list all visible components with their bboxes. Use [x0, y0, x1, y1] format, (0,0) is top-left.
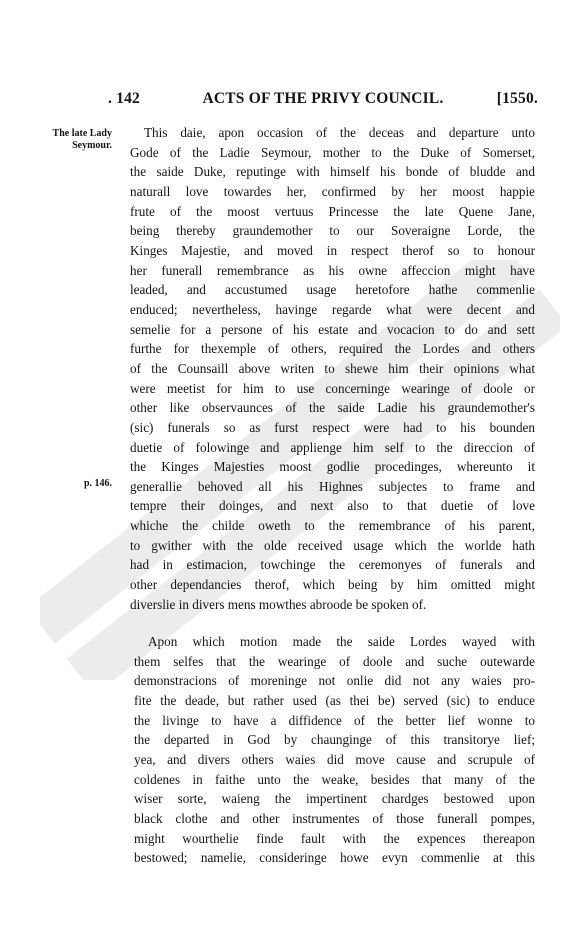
marginal-heading: [30, 128, 112, 152]
text-line: Apon which motion made the saide Lordes wayed with: [148, 634, 535, 649]
text-line: duetie of folowinge and applienge him self to the direccion of: [130, 439, 535, 455]
text-line: being thereby graundemother to our Soveraigne Lorde, the: [130, 223, 535, 239]
text-line: had in estimacion, towchinge the ceremonyes of funerals and: [130, 557, 535, 573]
text-line: other like observaunces of the saide Ladie his graundemother's: [130, 400, 535, 416]
text-line: whiche the childe oweth to the remembrance of his parent,: [130, 518, 535, 534]
text-line: wiser sorte, waieng the impertinent chardges bestowed upon: [134, 791, 535, 807]
text-line: might wourthelie finde fault with the expences thereapon: [134, 830, 535, 846]
text-line: naturall love towardes her, confirmed by her moost happie: [130, 183, 535, 199]
text-line: other dependancies therof, which being by him omitted might: [130, 577, 535, 593]
text-line: the departed in God by chaunginge of this transitorye lief;: [134, 732, 535, 748]
text-line: tempre their doinges, and next also to that duetie of love: [130, 498, 535, 514]
text-line: demonstracions of moreninge not onlie did not any waies pro-: [134, 673, 535, 689]
text-line: frute of the moost vertuus Princesse the late Quene Jane,: [130, 203, 535, 219]
running-title: ACTS OF THE PRIVY COUNCIL.: [202, 90, 444, 107]
text-line: diverslie in divers mens mowthes abroode be spoken of.: [130, 596, 427, 612]
paragraph-1: [118, 123, 535, 614]
text-line: the Kinges Majesties moost godlie procedinges, whereunto it: [130, 459, 535, 475]
text-line: enduced; nevertheless, havinge regarde what were decent and: [130, 301, 535, 317]
text-line: yea, and divers others waies did move cause and scrupule of: [134, 751, 535, 767]
header-year: [1550.: [496, 90, 538, 107]
text-line: to gwither with the olde received usage which the worlde hath: [130, 537, 535, 553]
text-line: (sic) funerals so as furst respect were had to his bounden: [130, 419, 535, 435]
marginal-heading-line: The late Lady: [52, 128, 112, 139]
text-line: This daie, apon occasion of the deceas and departure unto: [144, 125, 535, 140]
text-line: semelie for a persone of his estate and vocacion to do and sett: [130, 321, 535, 337]
marginal-page-reference: p. 146.: [83, 478, 112, 489]
text-line: black clothe and other instrumentes of those funerall pompes,: [134, 810, 535, 826]
text-line: Gode of the Ladie Seymour, mother to the Duke of Somerset,: [130, 144, 535, 160]
text-line: Kinges Majestie, and moved in respect therof so to honour: [130, 242, 535, 258]
running-header: [108, 90, 538, 112]
text-line: fite the deade, but rather used (as thei be) served (sic) to enduce: [134, 692, 535, 708]
paragraph-2: [118, 632, 535, 868]
text-line: leaded, and accustumed usage heretofore hathe commenlie: [130, 282, 535, 298]
text-line: her funerall remembrance as his owne affeccion might have: [130, 262, 535, 278]
text-line: the saide Duke, reputinge with himself his bonde of bludde and: [130, 164, 535, 180]
text-line: coldenes in faithe unto the weake, besides that many of the: [134, 771, 535, 787]
text-line: them selfes that the wearinge of doole and suche outewarde: [134, 653, 535, 669]
page-number: . 142: [108, 90, 140, 107]
marginal-heading-line: Seymour.: [72, 140, 112, 151]
text-line: the livinge to have a diffidence of the better lief wonne to: [134, 712, 535, 728]
text-line: of the Counsaill above writen to shewe him their opinions what: [130, 360, 535, 376]
text-line: furthe for thexemple of others, required the Lordes and others: [130, 341, 535, 357]
text-line: were meetist for him to use concerninge wearinge of doole or: [130, 380, 535, 396]
text-line: bestowed; namelie, consideringe howe evyn commenlie at this: [134, 850, 535, 866]
text-line: generallie behoved all his Highnes subjectes to frame and: [130, 478, 535, 494]
